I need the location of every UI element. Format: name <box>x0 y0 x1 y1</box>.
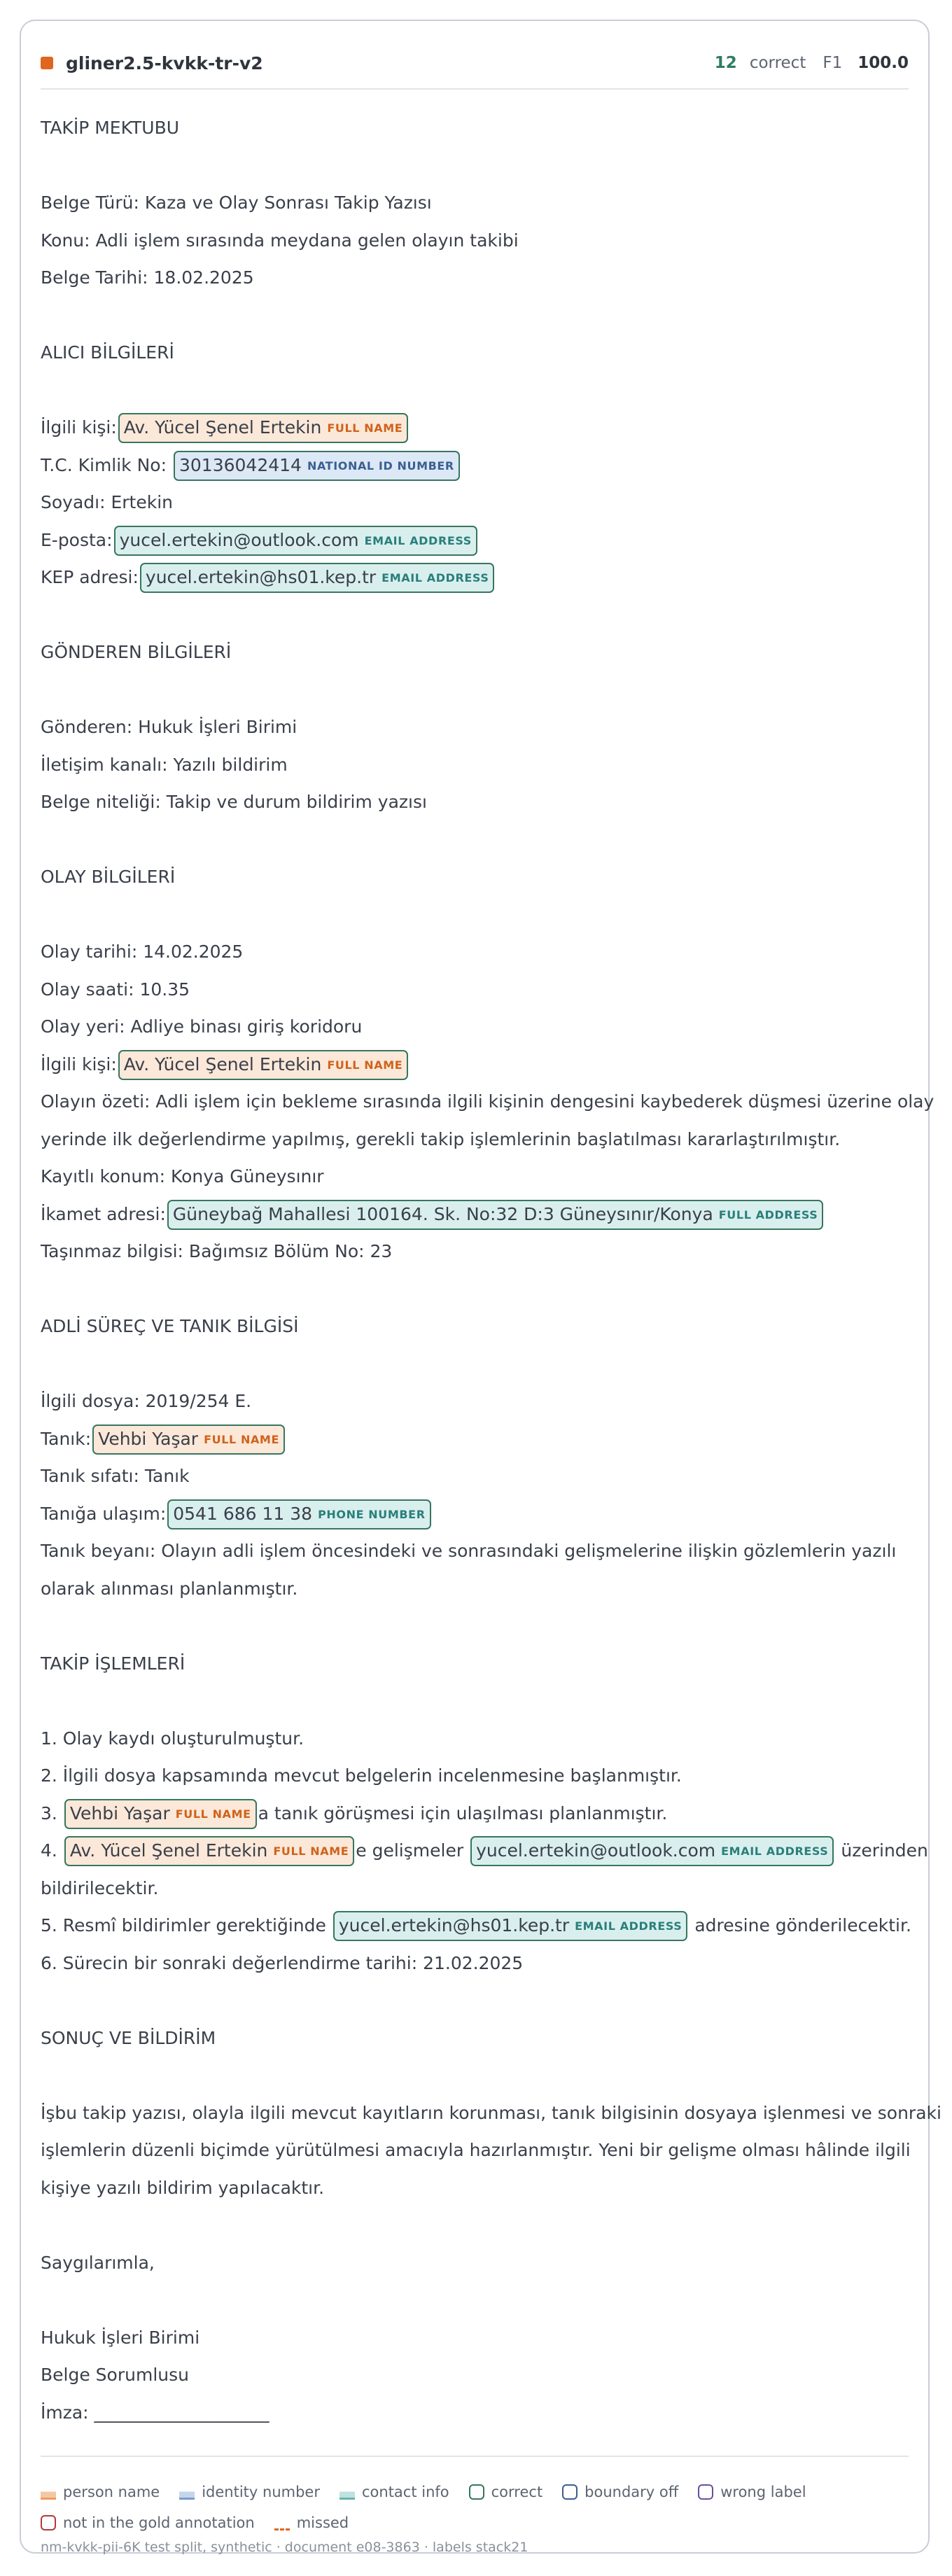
tc-kimlik-line: T.C. Kimlik No: 30136042414 NATIONAL ID NUMBER <box>41 447 909 484</box>
entity-email[interactable]: yucel.ertekin@outlook.com EMAIL ADDRESS <box>470 1836 834 1866</box>
legend-boundary-off: boundary off <box>562 2484 678 2500</box>
entity-tag: EMAIL ADDRESS <box>721 1844 829 1858</box>
legend-identity-number: identity number <box>179 2484 320 2500</box>
konu: Konu: Adli işlem sırasında meydana gelen olayın takibi <box>41 230 519 251</box>
kayitli-konum: Kayıtlı konum: Konya Güneysınır <box>41 1166 324 1186</box>
takip-item-4: 4. Av. Yücel Şenel Ertekin FULL NAME e gelişmeler yucel.ertekin@outlook.com EMAIL ADDRESS üzerinden <box>41 1832 909 1870</box>
entity-tag: FULL NAME <box>327 1058 403 1072</box>
entity-tag: EMAIL ADDRESS <box>382 571 489 584</box>
footer-caption: nm-kvkk-pii-6K test split, synthetic · document e08-3863 · labels stack21 <box>41 2540 528 2555</box>
olay-ozeti-1: Olayın özeti: Adli işlem için bekleme sırasında ilgili kişinin dengesini kaybederek düşmesi üzerine olay <box>41 1091 934 1112</box>
metrics-summary <box>715 54 909 72</box>
entity-tag: FULL ADDRESS <box>718 1208 818 1222</box>
entity-full-name[interactable]: Av. Yücel Şenel Ertekin FULL NAME <box>118 413 408 443</box>
iletisim-kanali: İletişim kanalı: Yazılı bildirim <box>41 754 288 775</box>
entity-tag: EMAIL ADDRESS <box>575 1919 682 1933</box>
tanik-sifati: Tanık sıfatı: Tanık <box>41 1466 190 1486</box>
entity-tag: FULL NAME <box>273 1844 349 1858</box>
entity-full-name[interactable]: Av. Yücel Şenel Ertekin FULL NAME <box>64 1836 354 1866</box>
olay-saati: Olay saati: 10.35 <box>41 979 190 1000</box>
entity-phone-number[interactable]: 0541 686 11 38 PHONE NUMBER <box>167 1499 430 1530</box>
section-heading-takip: TAKİP İŞLEMLERİ <box>41 1653 186 1674</box>
soyadi: Soyadı: Ertekin <box>41 492 173 512</box>
entity-tag: NATIONAL ID NUMBER <box>307 458 454 472</box>
ilgili-kisi-line-2: İlgili kişi: Av. Yücel Şenel Ertekin FULL NAME <box>41 1046 909 1084</box>
belge-niteligi: Belge niteliği: Takip ve durum bildirim yazısı <box>41 792 427 812</box>
entity-kep-email[interactable]: yucel.ertekin@hs01.kep.tr EMAIL ADDRESS <box>140 563 495 593</box>
legend-not-in-gold: not in the gold annotation <box>41 2514 255 2531</box>
missed-swatch <box>274 2521 290 2530</box>
entity-email[interactable]: yucel.ertekin@outlook.com EMAIL ADDRESS <box>114 526 477 556</box>
ilgili-dosya: İlgili dosya: 2019/254 E. <box>41 1391 252 1411</box>
imza-birim: Hukuk İşleri Birimi <box>41 2327 200 2348</box>
tanik-line: Tanık: Vehbi Yaşar FULL NAME <box>41 1420 909 1458</box>
model-color-swatch <box>41 57 53 69</box>
eposta-line: E-posta: yucel.ertekin@outlook.com EMAIL ADDRESS <box>41 522 909 559</box>
sonuc-3: kişiye yazılı bildirim yapılacaktır. <box>41 2177 325 2198</box>
model-name: gliner2.5-kvkk-tr-v2 <box>66 52 263 74</box>
takip-item-5: 5. Resmî bildirimler gerektiğinde yucel.ertekin@hs01.kep.tr EMAIL ADDRESS adresine gönderilecektir. <box>41 1907 909 1945</box>
belge-tarihi: Belge Tarihi: 18.02.2025 <box>41 267 254 288</box>
section-heading-adli: ADLİ SÜREÇ VE TANIK BİLGİSİ <box>41 1316 299 1336</box>
olay-yeri: Olay yeri: Adliye binası giriş koridoru <box>41 1016 363 1037</box>
person-name-swatch <box>41 2484 56 2500</box>
entity-kep-email[interactable]: yucel.ertekin@hs01.kep.tr EMAIL ADDRESS <box>333 1911 688 1941</box>
legend-correct: correct <box>469 2484 543 2500</box>
section-heading-alici: ALICI BİLGİLERİ <box>41 342 174 363</box>
correct-label: correct <box>749 54 806 72</box>
olay-tarihi: Olay tarihi: 14.02.2025 <box>41 941 244 962</box>
entity-tag: FULL NAME <box>204 1432 279 1446</box>
correct-count: 12 <box>714 54 737 72</box>
tanik-beyani-2: olarak alınması planlanmıştır. <box>41 1578 298 1599</box>
tanik-beyani-1: Tanık beyanı: Olayın adli işlem öncesindeki ve sonrasındaki gelişmelerine ilişkin gözlemlerin yazılı <box>41 1541 897 1561</box>
section-heading-olay: OLAY BİLGİLERİ <box>41 867 176 887</box>
entity-national-id[interactable]: 30136042414 NATIONAL ID NUMBER <box>174 451 460 481</box>
f1-score: 100.0 <box>858 54 909 72</box>
f1-label: F1 <box>822 54 843 72</box>
boundary-off-swatch <box>562 2484 578 2500</box>
section-heading-sonuc: SONUÇ VE BİLDİRİM <box>41 2027 216 2048</box>
ikamet-line: İkamet adresi: Güneybağ Mahallesi 100164. Sk. No:32 D:3 Güneysınır/Konya FULL ADDRESS <box>41 1196 909 1233</box>
entity-full-name[interactable]: Vehbi Yaşar FULL NAME <box>64 1799 257 1829</box>
section-heading-gonderen: GÖNDEREN BİLGİLERİ <box>41 642 232 662</box>
legend-person-name: person name <box>41 2484 160 2500</box>
legend <box>41 2456 909 2538</box>
imza-line: İmza: ____________________ <box>41 2402 270 2423</box>
entity-full-address[interactable]: Güneybağ Mahallesi 100164. Sk. No:32 D:3 Güneysınır/Konya FULL ADDRESS <box>167 1200 823 1230</box>
legend-wrong-label: wrong label <box>698 2484 806 2500</box>
correct-swatch <box>469 2484 484 2500</box>
kep-line: KEP adresi: yucel.ertekin@hs01.kep.tr EMAIL ADDRESS <box>41 559 909 596</box>
document-title: TAKİP MEKTUBU <box>41 118 180 138</box>
wrong-label-swatch <box>698 2484 713 2500</box>
taniga-ulasim-line: Tanığa ulaşım: 0541 686 11 38 PHONE NUMBER <box>41 1495 909 1533</box>
takip-item-3: 3. Vehbi Yaşar FULL NAME a tanık görüşmesi için ulaşılması planlanmıştır. <box>41 1795 909 1833</box>
belge-turu: Belge Türü: Kaza ve Olay Sonrası Takip Yazısı <box>41 192 432 213</box>
entity-tag: PHONE NUMBER <box>318 1507 426 1521</box>
sonuc-1: İşbu takip yazısı, olayla ilgili mevcut kayıtların korunması, tanık bilgisinin dosyaya işlenmesi ve sonraki <box>41 2102 941 2123</box>
takip-item-1: 1. Olay kaydı oluşturulmuştur. <box>41 1728 304 1749</box>
gonderen: Gönderen: Hukuk İşleri Birimi <box>41 717 298 737</box>
takip-item-4-cont: bildirilecektir. <box>41 1877 159 1898</box>
ilgili-kisi-line: İlgili kişi: Av. Yücel Şenel Ertekin FULL NAME <box>41 409 909 447</box>
entity-tag: EMAIL ADDRESS <box>364 533 472 547</box>
entity-tag: FULL NAME <box>327 421 403 435</box>
not-in-gold-swatch <box>41 2515 56 2530</box>
imza-sorumlu: Belge Sorumlusu <box>41 2365 189 2385</box>
entity-full-name[interactable]: Av. Yücel Şenel Ertekin FULL NAME <box>118 1050 408 1080</box>
legend-contact-info: contact info <box>340 2484 449 2500</box>
annotation-card <box>20 20 941 2555</box>
identity-number-swatch <box>179 2484 195 2500</box>
takip-item-2: 2. İlgili dosya kapsamında mevcut belgelerin incelenmesine başlanmıştır. <box>41 1765 682 1786</box>
document-body <box>41 109 941 2431</box>
takip-item-6: 6. Sürecin bir sonraki değerlendirme tarihi: 21.02.2025 <box>41 1952 524 1973</box>
olay-ozeti-2: yerinde ilk değerlendirme yapılmış, gerekli takip işlemlerinin başlatılması kararlaştırılmıştır. <box>41 1128 841 1149</box>
legend-missed: missed <box>274 2514 349 2531</box>
entity-full-name[interactable]: Vehbi Yaşar FULL NAME <box>92 1424 285 1455</box>
tasinmaz-bilgisi: Taşınmaz bilgisi: Bağımsız Bölüm No: 23 <box>41 1241 393 1261</box>
sonuc-2: işlemlerin düzenli biçimde yürütülmesi amacıyla hazırlanmıştır. Yeni bir gelişme olması hâlinde ilgili <box>41 2140 911 2160</box>
card-header <box>41 38 909 90</box>
contact-info-swatch <box>340 2484 355 2500</box>
entity-tag: FULL NAME <box>175 1807 251 1821</box>
saygilarimla: Saygılarımla, <box>41 2252 155 2273</box>
